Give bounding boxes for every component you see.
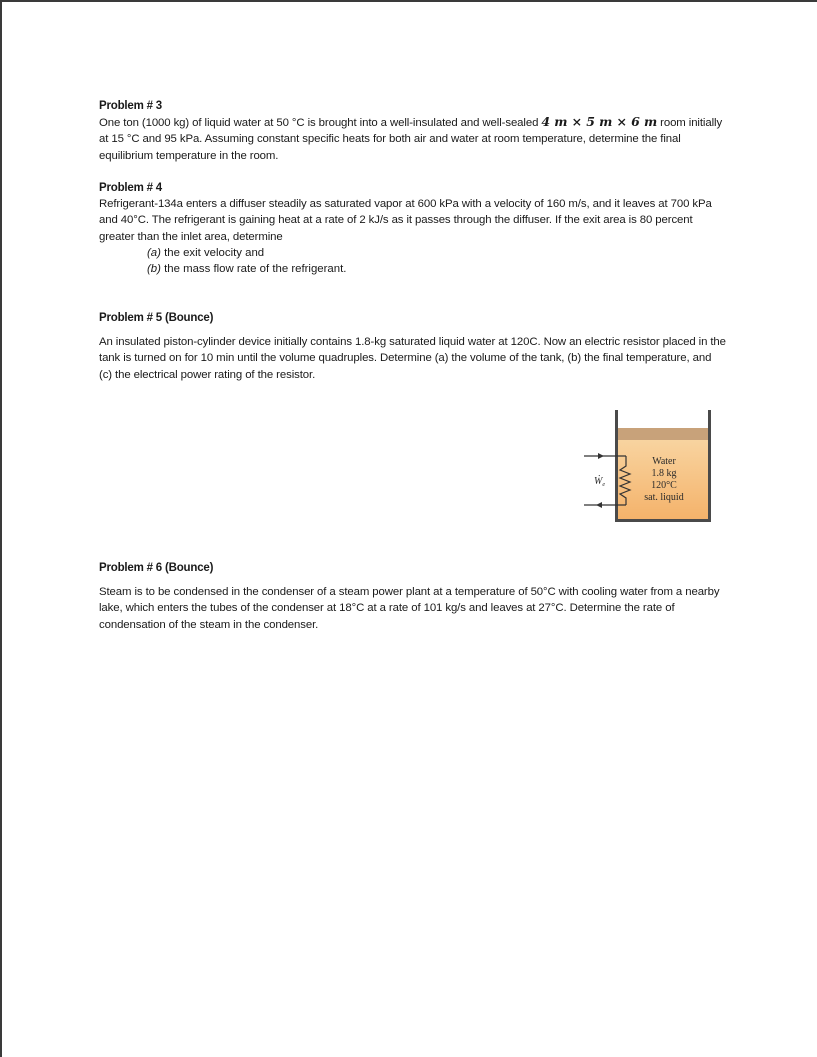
item-text: the mass flow rate of the refrigerant. bbox=[160, 263, 347, 276]
problem-5-title: Problem # 5 (Bounce) bbox=[99, 312, 214, 324]
problem-5-text: An insulated piston-cylinder device initially contains 1.8-kg saturated liquid water at 120C. Now an electric resistor placed in the tank is turned on for 10 min until the volume quadruples. Determine (a) the volume of the tank, (b) the final temperature, and (c) the electrical power rating of the resistor. bbox=[99, 336, 726, 381]
problem-4-items bbox=[99, 245, 727, 278]
figure-label-mass: 1.8 kg bbox=[651, 468, 677, 479]
window-left-border bbox=[0, 0, 2, 1057]
item-text: the exit velocity and bbox=[160, 246, 265, 259]
problem-4-text: Refrigerant-134a enters a diffuser steadily as saturated vapor at 600 kPa with a velocity of 160 m/s, and it leaves at 700 kPa and 40°C. The refrigerant is gaining heat at a rate of 2 kJ/s as it passes through the diffuser. If the exit area is 80 percent greater than the inlet area, determine bbox=[99, 198, 712, 243]
work-label: Ẇ$_e$ bbox=[594, 476, 606, 488]
problem-6 bbox=[99, 560, 727, 633]
problem-4-title: Problem # 4 bbox=[99, 182, 162, 194]
figure-label-state: sat. liquid bbox=[644, 492, 684, 503]
item-label: (b) bbox=[147, 263, 161, 276]
list-item bbox=[147, 245, 727, 261]
list-item bbox=[147, 261, 727, 277]
problem-6-text: Steam is to be condensed in the condenser of a steam power plant at a temperature of 50°C with cooling water from a nearby lake, which enters the tubes of the condenser at 18°C at a rate of 101 kg/s and leaves at 27°C. Determine the rate of condensation of the steam in the condenser. bbox=[99, 586, 720, 631]
cylinder-right-wall bbox=[708, 410, 711, 522]
problem-3-text-a: One ton (1000 kg) of liquid water at 50 °C is brought into a well-insulated and well-sealed bbox=[99, 117, 542, 129]
piston bbox=[618, 428, 708, 440]
problem-6-title: Problem # 6 (Bounce) bbox=[99, 562, 214, 574]
window-top-border bbox=[0, 0, 817, 2]
arrow-out-icon bbox=[596, 502, 602, 508]
figure-label-temperature: 120°C bbox=[651, 480, 677, 491]
problem-3-text bbox=[99, 114, 727, 164]
cylinder-bottom-wall bbox=[615, 519, 711, 522]
problem-3 bbox=[99, 98, 727, 164]
figure-label-water: Water bbox=[652, 456, 676, 467]
problem-4 bbox=[99, 180, 727, 277]
problem-5 bbox=[99, 310, 727, 383]
item-label: (a) bbox=[147, 246, 161, 259]
arrow-in-icon bbox=[598, 453, 604, 459]
problem-3-title: Problem # 3 bbox=[99, 100, 162, 112]
room-dimensions: 4 m × 5 m × 6 m bbox=[541, 114, 658, 129]
problem-3-text-b: room initially at 15 °C and 95 kPa. Assuming constant specific heats for both air and water at room temperature, determine the final equilibrium temperature in the room. bbox=[99, 117, 723, 162]
piston-cylinder-figure bbox=[582, 408, 714, 524]
